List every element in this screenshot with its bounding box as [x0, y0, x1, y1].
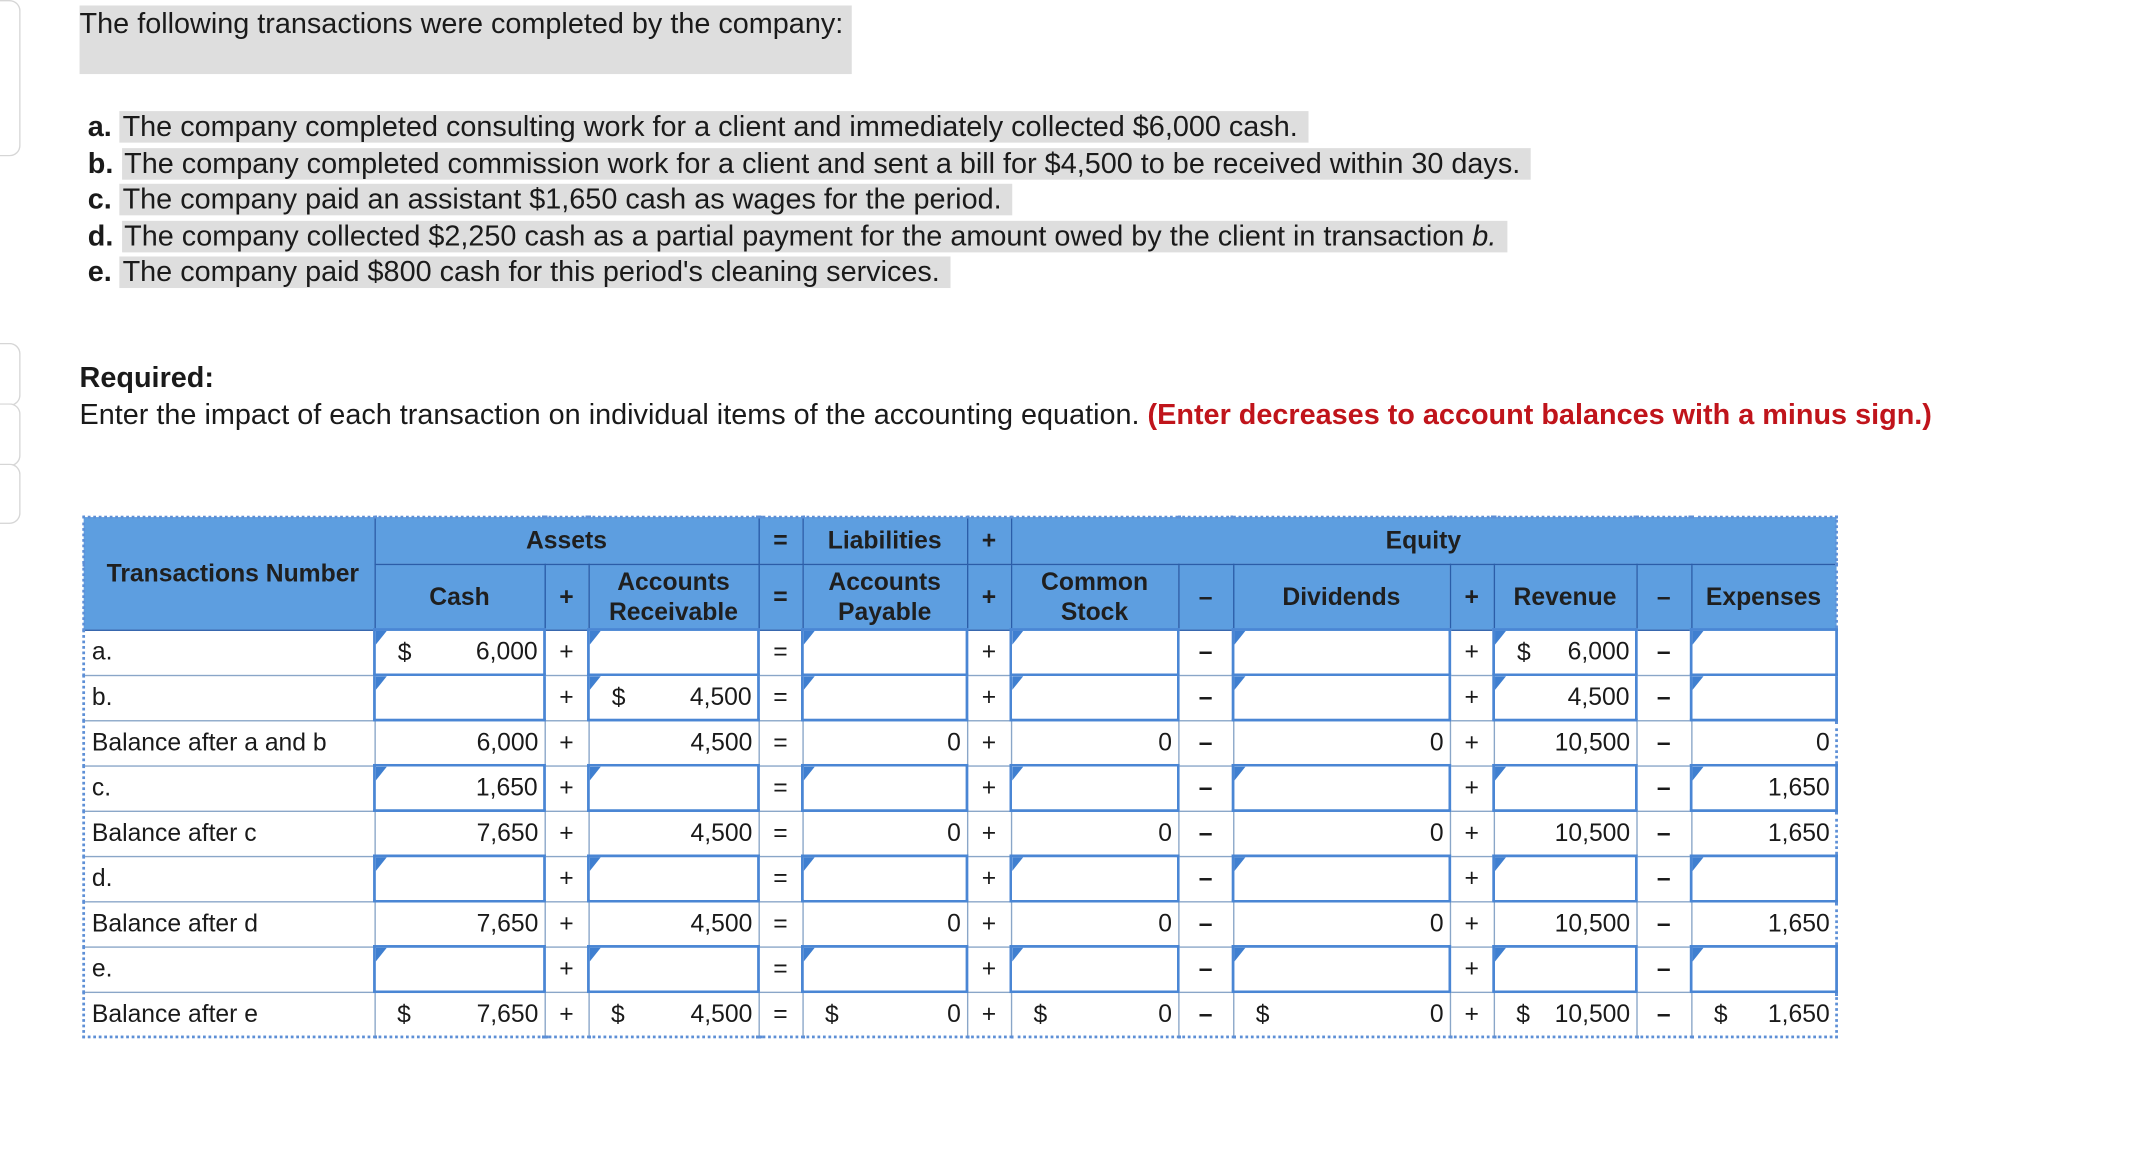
cell-value: 7,650 [476, 999, 539, 1028]
value-accounts-payable [802, 811, 967, 856]
col-header-dividends: Dividends [1233, 564, 1450, 630]
input-flag-icon [1012, 857, 1023, 871]
value-common-stock [1011, 811, 1178, 856]
input-flag-icon [804, 631, 815, 645]
row-label: a. [84, 630, 375, 675]
dollar-sign: $ [825, 999, 839, 1028]
value-accounts-payable [802, 992, 967, 1037]
value-cash [374, 720, 544, 765]
input-expenses[interactable] [1691, 946, 1836, 991]
col-header-minus: – [1178, 564, 1233, 630]
input-flag-icon [1234, 631, 1245, 645]
operator-minus: – [1178, 675, 1233, 720]
cell-value: 0 [1158, 728, 1173, 756]
operator-minus: – [1178, 765, 1233, 810]
cell-value: 1,650 [1767, 909, 1830, 937]
value-common-stock [1011, 992, 1178, 1037]
operator-eq: = [758, 765, 802, 810]
cell-value: 0 [1158, 999, 1173, 1028]
transaction-e: e. The company paid $800 cash for this period's cleaning services. [88, 255, 1531, 291]
input-accounts-payable[interactable] [802, 765, 967, 810]
operator-minus: – [1178, 811, 1233, 856]
input-common-stock[interactable] [1011, 675, 1178, 720]
input-revenue[interactable] [1494, 630, 1637, 675]
value-common-stock [1011, 901, 1178, 946]
cell-value: 4,500 [689, 683, 752, 711]
operator-eq: = [758, 856, 802, 901]
input-accounts-payable[interactable] [802, 856, 967, 901]
input-revenue[interactable] [1494, 856, 1637, 901]
cell-value: 0 [1429, 999, 1444, 1028]
cell-value: 4,500 [690, 818, 753, 847]
cell-value: 0 [947, 909, 961, 937]
operator-plus: + [545, 630, 589, 675]
value-accounts-payable [802, 901, 967, 946]
input-flag-icon [376, 631, 387, 645]
row-label: Balance after e [84, 992, 375, 1037]
row-label: e. [84, 946, 375, 991]
value-dividends [1233, 992, 1450, 1037]
input-common-stock[interactable] [1011, 946, 1178, 991]
operator-plus: + [1450, 720, 1494, 765]
col-header-equals: = [758, 564, 802, 630]
operator-eq: = [758, 946, 802, 991]
operator-eq: = [758, 720, 802, 765]
col-header-equity: Equity [1011, 517, 1837, 564]
value-cash [374, 992, 544, 1037]
col-header-transactions: Transactions Number [84, 517, 375, 629]
input-revenue[interactable] [1494, 675, 1637, 720]
input-flag-icon [1693, 948, 1704, 962]
col-header-equals: = [758, 517, 802, 564]
input-flag-icon [1495, 676, 1506, 690]
operator-plus: + [967, 720, 1011, 765]
input-flag-icon [804, 676, 815, 690]
input-expenses[interactable] [1691, 765, 1836, 810]
required-section [80, 359, 1945, 433]
cell-value: 6,000 [476, 728, 539, 756]
cell-value: 1,650 [1767, 999, 1830, 1028]
value-expenses [1691, 811, 1836, 856]
dollar-sign: $ [1033, 999, 1048, 1028]
cell-value: 0 [1158, 818, 1173, 847]
operator-minus: – [1636, 630, 1691, 675]
cell-value: 0 [1158, 909, 1173, 937]
operator-plus: + [1450, 946, 1494, 991]
operator-plus: + [1450, 992, 1494, 1037]
col-header-plus: + [967, 564, 1011, 630]
value-dividends [1233, 720, 1450, 765]
operator-plus: + [967, 765, 1011, 810]
required-note: (Enter decreases to account balances with a minus sign.) [1147, 399, 1932, 431]
operator-plus: + [545, 675, 589, 720]
operator-minus: – [1636, 901, 1691, 946]
input-revenue[interactable] [1494, 946, 1637, 991]
input-flag-icon [1012, 631, 1023, 645]
table-row [84, 856, 1837, 901]
value-revenue [1494, 811, 1637, 856]
value-common-stock [1011, 720, 1178, 765]
input-accounts-receivable[interactable] [588, 630, 758, 675]
operator-minus: – [1178, 720, 1233, 765]
cell-value: 10,500 [1554, 909, 1631, 937]
operator-minus: – [1636, 811, 1691, 856]
operator-minus: – [1178, 630, 1233, 675]
operator-minus: – [1636, 765, 1691, 810]
dollar-sign: $ [397, 999, 411, 1028]
operator-plus: + [545, 856, 589, 901]
cell-value: 0 [947, 999, 961, 1028]
input-dividends[interactable] [1233, 946, 1450, 991]
operator-eq: = [758, 675, 802, 720]
operator-plus: + [545, 901, 589, 946]
input-flag-icon [1495, 767, 1506, 781]
operator-minus: – [1636, 675, 1691, 720]
dollar-sign: $ [611, 683, 626, 711]
operator-plus: + [1450, 901, 1494, 946]
row-label: Balance after c [84, 811, 375, 856]
operator-minus: – [1636, 946, 1691, 991]
input-flag-icon [1495, 948, 1506, 962]
operator-eq: = [758, 811, 802, 856]
input-flag-icon [590, 631, 601, 645]
input-revenue[interactable] [1494, 765, 1637, 810]
col-header-plus: + [967, 517, 1011, 564]
value-accounts-payable [802, 720, 967, 765]
col-header-revenue: Revenue [1494, 564, 1637, 630]
input-expenses[interactable] [1691, 675, 1836, 720]
cell-value: 6,000 [475, 637, 538, 666]
input-flag-icon [1012, 948, 1023, 962]
input-dividends[interactable] [1233, 675, 1450, 720]
col-header-accounts-receivable: Accounts Receivable [588, 564, 758, 630]
row-label: d. [84, 856, 375, 901]
dollar-sign: $ [1713, 999, 1728, 1028]
operator-plus: + [967, 856, 1011, 901]
required-title: Required: [79, 362, 214, 394]
input-flag-icon [590, 676, 601, 690]
operator-plus: + [967, 946, 1011, 991]
input-expenses[interactable] [1691, 630, 1836, 675]
side-tab[interactable] [0, 464, 21, 524]
operator-plus: + [545, 765, 589, 810]
value-expenses [1691, 901, 1836, 946]
required-instruction: Enter the impact of each transaction on individual items of the accounting equation. (Enter decreases to account balances with a minus sign.) [79, 399, 1932, 431]
input-accounts-payable[interactable] [802, 675, 967, 720]
cell-value: 10,500 [1554, 818, 1631, 847]
input-flag-icon [1693, 676, 1704, 690]
input-flag-icon [1234, 857, 1245, 871]
input-cash[interactable] [374, 630, 544, 675]
operator-minus: – [1178, 946, 1233, 991]
input-flag-icon [1012, 676, 1023, 690]
transaction-c: c. The company paid an assistant $1,650 cash as wages for the period. [88, 182, 1531, 218]
side-tab[interactable] [0, 403, 21, 466]
col-header-accounts-payable: Accounts Payable [802, 564, 967, 630]
table-row [84, 630, 1837, 675]
operator-plus: + [1450, 811, 1494, 856]
input-expenses[interactable] [1691, 856, 1836, 901]
cell-value: 1,650 [1767, 773, 1830, 802]
input-dividends[interactable] [1233, 856, 1450, 901]
table-row [84, 675, 1837, 720]
transaction-a: a. The company completed consulting work for a client and immediately collected $6,000 cash. [88, 110, 1531, 146]
operator-eq: = [758, 630, 802, 675]
transaction-b: b. The company completed commission work for a client and sent a bill for $4,500 to be received within 30 days. [88, 146, 1531, 182]
input-accounts-payable[interactable] [802, 946, 967, 991]
dollar-sign: $ [1516, 637, 1531, 666]
transaction-list [88, 110, 1531, 292]
input-accounts-payable[interactable] [802, 630, 967, 675]
input-flag-icon [1693, 857, 1704, 871]
cell-value: 0 [1815, 728, 1830, 756]
row-label: Balance after a and b [84, 720, 375, 765]
value-revenue [1494, 992, 1637, 1037]
table-row [84, 765, 1837, 810]
cell-value: 0 [1429, 818, 1444, 847]
operator-plus: + [967, 992, 1011, 1037]
operator-eq: = [758, 901, 802, 946]
input-flag-icon [1495, 857, 1506, 871]
cell-value: 7,650 [476, 818, 539, 847]
input-flag-icon [804, 857, 815, 871]
input-cash[interactable] [374, 946, 544, 991]
table-row [84, 720, 1837, 765]
value-cash [374, 811, 544, 856]
cell-value: 1,650 [1767, 818, 1830, 847]
input-flag-icon [376, 767, 387, 781]
cell-value: 6,000 [1567, 637, 1630, 666]
dollar-sign: $ [397, 637, 412, 666]
col-header-assets: Assets [374, 517, 758, 564]
operator-plus: + [1450, 856, 1494, 901]
intro-text: The following transactions were completed by the company: [80, 5, 852, 74]
input-accounts-receivable[interactable] [588, 765, 758, 810]
accounting-equation-table [82, 516, 1838, 1039]
operator-plus: + [545, 992, 589, 1037]
input-flag-icon [590, 767, 601, 781]
operator-plus: + [1450, 630, 1494, 675]
operator-plus: + [545, 720, 589, 765]
value-revenue [1494, 720, 1637, 765]
value-dividends [1233, 811, 1450, 856]
operator-plus: + [967, 811, 1011, 856]
col-header-cash: Cash [374, 564, 544, 630]
input-common-stock[interactable] [1011, 630, 1178, 675]
input-flag-icon [376, 676, 387, 690]
row-label: Balance after d [84, 901, 375, 946]
table-row [84, 992, 1837, 1037]
cell-value: 0 [947, 818, 961, 847]
operator-plus: + [1450, 765, 1494, 810]
value-accounts-receivable [588, 811, 758, 856]
col-header-expenses: Expenses [1691, 564, 1836, 630]
table-row [84, 901, 1837, 946]
operator-plus: + [967, 630, 1011, 675]
cell-value: 0 [1429, 909, 1444, 937]
operator-minus: – [1178, 901, 1233, 946]
input-common-stock[interactable] [1011, 856, 1178, 901]
value-revenue [1494, 901, 1637, 946]
operator-plus: + [967, 901, 1011, 946]
row-label: c. [84, 765, 375, 810]
input-cash[interactable] [374, 675, 544, 720]
cell-value: 10,500 [1554, 728, 1631, 756]
dollar-sign: $ [1255, 999, 1270, 1028]
col-header-minus: – [1636, 564, 1691, 630]
input-cash[interactable] [374, 856, 544, 901]
operator-eq: = [758, 992, 802, 1037]
value-accounts-receivable [588, 992, 758, 1037]
input-dividends[interactable] [1233, 630, 1450, 675]
cell-value: 7,650 [476, 909, 539, 937]
cell-value: 4,500 [690, 999, 753, 1028]
input-flag-icon [590, 948, 601, 962]
col-header-common-stock: Common Stock [1011, 564, 1178, 630]
operator-minus: – [1178, 856, 1233, 901]
value-cash [374, 901, 544, 946]
cell-value: 4,500 [690, 728, 753, 756]
operator-plus: + [545, 946, 589, 991]
value-dividends [1233, 901, 1450, 946]
table-row [84, 811, 1837, 856]
input-accounts-receivable[interactable] [588, 856, 758, 901]
cell-value: 1,650 [475, 773, 538, 802]
operator-plus: + [1450, 675, 1494, 720]
input-flag-icon [590, 857, 601, 871]
input-flag-icon [1012, 767, 1023, 781]
operator-minus: – [1178, 992, 1233, 1037]
input-flag-icon [1693, 631, 1704, 645]
cell-value: 4,500 [690, 909, 753, 937]
input-cash[interactable] [374, 765, 544, 810]
input-accounts-receivable[interactable] [588, 675, 758, 720]
col-header-plus: + [1450, 564, 1494, 630]
value-accounts-receivable [588, 901, 758, 946]
operator-plus: + [545, 811, 589, 856]
input-flag-icon [1234, 767, 1245, 781]
table-row [84, 946, 1837, 991]
cell-value: 0 [947, 728, 961, 756]
input-flag-icon [376, 948, 387, 962]
operator-minus: – [1636, 856, 1691, 901]
cell-value: 4,500 [1567, 683, 1630, 711]
dollar-sign: $ [611, 999, 625, 1028]
side-tab[interactable] [0, 343, 21, 406]
value-expenses [1691, 992, 1836, 1037]
dollar-sign: $ [1516, 999, 1531, 1028]
row-label: b. [84, 675, 375, 720]
col-header-plus: + [545, 564, 589, 630]
value-accounts-receivable [588, 720, 758, 765]
side-tab[interactable] [0, 0, 21, 156]
input-common-stock[interactable] [1011, 765, 1178, 810]
transaction-d: d. The company collected $2,250 cash as a partial payment for the amount owed by the client in transaction b. [88, 219, 1531, 255]
col-header-liabilities: Liabilities [802, 517, 967, 564]
input-flag-icon [1234, 676, 1245, 690]
input-accounts-receivable[interactable] [588, 946, 758, 991]
input-flag-icon [804, 948, 815, 962]
input-flag-icon [376, 857, 387, 871]
input-flag-icon [1693, 767, 1704, 781]
input-flag-icon [804, 767, 815, 781]
cell-value: 0 [1429, 728, 1444, 756]
operator-minus: – [1636, 720, 1691, 765]
input-dividends[interactable] [1233, 765, 1450, 810]
input-flag-icon [1495, 631, 1506, 645]
operator-plus: + [967, 675, 1011, 720]
input-flag-icon [1234, 948, 1245, 962]
cell-value: 10,500 [1554, 999, 1631, 1028]
value-expenses [1691, 720, 1836, 765]
operator-minus: – [1636, 992, 1691, 1037]
